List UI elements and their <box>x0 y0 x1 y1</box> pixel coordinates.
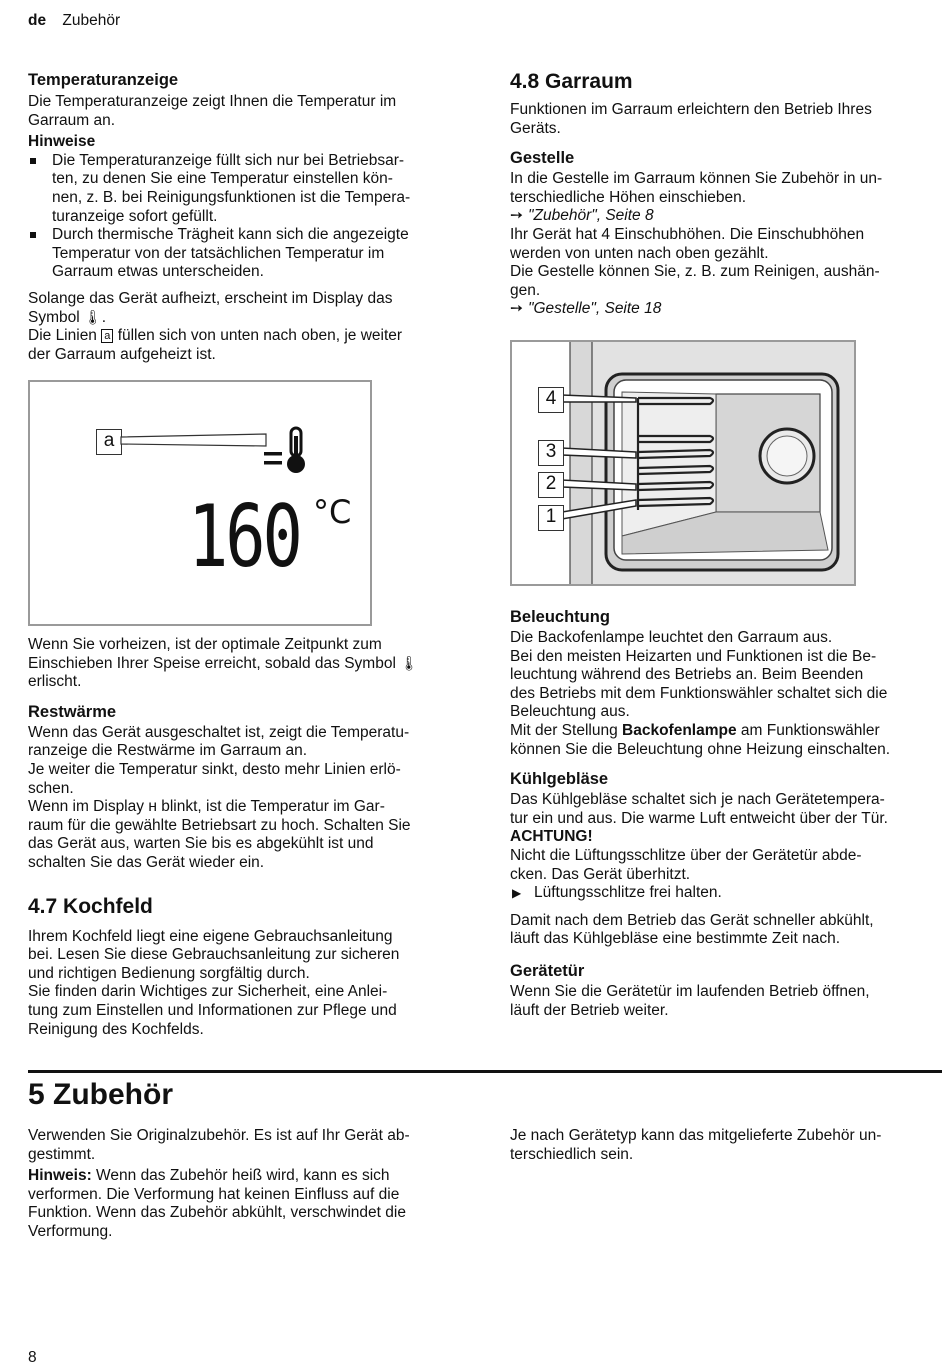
kochfeld-title: 4.7 Kochfeld <box>28 894 153 918</box>
right-column-lower <box>510 607 942 1020</box>
thermometer-icon: 🌡 <box>400 655 418 672</box>
chapter-5-title: 5 Zubehör <box>28 1078 174 1111</box>
display-temperature-value: 160 <box>188 487 300 587</box>
temp-title: Temperaturanzeige <box>28 71 179 89</box>
chapter-5-hint: Hinweis: Wenn das Zubehör heiß wird, kann es sich verformen. Die Verformung hat keinen Einfluss auf die Funktion. Wenn das Zubehör abkühlt, verschwindet die Verformung. <box>28 1167 406 1240</box>
label-a-box: a <box>101 329 113 343</box>
header-lang: de <box>28 12 47 29</box>
thermometer-icon: 🌡 <box>84 309 102 326</box>
chapter-5-left <box>28 1127 460 1242</box>
temperature-display-figure <box>28 380 372 626</box>
arrow-right-icon: ➙ <box>510 207 523 225</box>
beleuchtung-title: Beleuchtung <box>510 608 610 626</box>
garraum-intro: Funktionen im Garraum erleichtern den Betrieb Ihres Geräts. <box>510 101 872 137</box>
restwaerme-text: Wenn das Gerät ausgeschaltet ist, zeigt die Temperatu- ranzeige die Restwärme im Garraum an. Je weiter die Temperatur sinkt, desto mehr Linien erlö- schen. Wenn im Display ʜ blinkt, ist die Temperatur im Gar- raum für die gewählte Betriebsart zu hoch. Schalten Sie das Gerät aus, warten Sie bis es abgekühlt ist und schalten Sie das Gerät wieder ein. <box>28 723 411 871</box>
ref-gestelle[interactable]: ➙ "Gestelle", Seite 18 <box>510 300 662 318</box>
beleuchtung-text: Die Backofenlampe leuchtet den Garraum aus. Bei den meisten Heizarten und Funktionen ist die Be- leuchtung während des Betriebs an. Beim Beenden des Betriebs mit dem Funktionswähler schaltet sich die Beleuchtung aus. Mit der Stellung Backofenlampe am Funktionswähler können Sie die Beleuchtung ohne Heizung einschalten. <box>510 629 891 758</box>
kuehlgeblaese-text: Das Kühlgebläse schaltet sich je nach Gerätetempera- tur ein und aus. Die warme Luft entweicht über der Tür. <box>510 791 888 827</box>
attention-text: Nicht die Lüftungsschlitze über der Gerätetür abde- cken. Das Gerät überhitzt. <box>510 846 862 883</box>
header-section: Zubehör <box>62 12 121 29</box>
gestelle-text: In die Gestelle im Garraum können Sie Zubehör in un- terschiedliche Höhen einschieben. <box>510 170 883 206</box>
rack-label-4: 4 <box>538 387 564 413</box>
chapter-5-right-text: Je nach Gerätetyp kann das mitgelieferte Zubehör un- terschiedlich sein. <box>510 1127 882 1163</box>
kuehlgeblaese-title: Kühlgebläse <box>510 770 609 789</box>
chapter-5-right <box>510 1127 942 1164</box>
rack-label-2: 2 <box>538 472 564 498</box>
left-column <box>28 70 460 364</box>
gestelle-text-2: Ihr Gerät hat 4 Einschubhöhen. Die Einschubhöhen werden von unten nach oben gezählt. Die Gestelle können Sie, z. B. zum Reinigen, aushän- gen. <box>510 225 880 299</box>
arrow-right-icon: ➙ <box>510 300 523 318</box>
bullet-square-icon <box>30 158 36 164</box>
fan-after-text: Damit nach dem Betrieb das Gerät schneller abkühlt, läuft das Kühlgebläse eine bestimmte Zeit nach. <box>510 911 874 948</box>
thermometer-icon <box>287 428 305 473</box>
kochfeld-text: Ihrem Kochfeld liegt eine eigene Gebrauchsanleitung bei. Lesen Sie diese Gebrauchsanleitung zur sicheren und richtigen Bedienung sorgfältig durch. Sie finden darin Wichtiges zur Sicherheit, eine Anlei- tung zum Einstellen und Informationen zur Pflege und Reinigung des Kochfelds. <box>28 927 400 1038</box>
page-header <box>28 12 120 31</box>
garraum-title: 4.8 Garraum <box>510 70 633 93</box>
preheat-text: Wenn Sie vorheizen, ist der optimale Zeitpunkt zum Einschieben Ihrer Speise erreicht, sobald das Symbol 🌡 erlischt. <box>28 636 418 691</box>
heat-symbol: ʜ <box>148 798 157 816</box>
heating-text: Solange das Gerät aufheizt, erscheint im Display das Symbol 🌡. Die Linien a füllen sich von unten nach oben, je weiter der Garraum aufgeheizt ist. <box>28 289 403 363</box>
triangle-right-icon: ▶ <box>512 886 522 901</box>
right-column <box>510 70 942 319</box>
geraetetuer-text: Wenn Sie die Gerätetür im laufenden Betrieb öffnen, läuft der Betrieb weiter. <box>510 982 870 1019</box>
rack-label-1: 1 <box>538 505 564 531</box>
bullet-square-icon <box>30 232 36 238</box>
callout-label-a: a <box>96 429 122 455</box>
rack-label-3: 3 <box>538 440 564 466</box>
gestelle-title: Gestelle <box>510 149 575 168</box>
chapter-5-intro: Verwenden Sie Originalzubehör. Es ist auf Ihr Gerät ab- gestimmt. <box>28 1127 410 1163</box>
display-unit: °C <box>313 493 352 531</box>
oven-racks-figure <box>510 340 856 586</box>
action-step: ▶ Lüftungsschlitze frei halten. <box>512 884 722 902</box>
hint-item-1: Die Temperaturanzeige füllt sich nur bei Betriebsar- ten, zu denen Sie eine Temperatur einstellen kön- nen, z. B. bei Reinigungsfunktionen ist die Tempera- turanzeige sofort gefüllt. <box>28 152 460 226</box>
left-column-lower <box>28 636 460 1039</box>
hints-title: Hinweise <box>28 133 96 151</box>
chapter-divider <box>28 1070 942 1073</box>
page-number: 8 <box>28 1349 37 1366</box>
attention-label: ACHTUNG! <box>510 828 593 846</box>
geraetetuer-title: Gerätetür <box>510 961 585 980</box>
ref-zubehoer[interactable]: ➙ "Zubehör", Seite 8 <box>510 207 654 225</box>
restwaerme-title: Restwärme <box>28 702 117 721</box>
temp-intro: Die Temperaturanzeige zeigt Ihnen die Temperatur im Garraum an. <box>28 93 397 129</box>
hint-item-2: Durch thermische Trägheit kann sich die angezeigte Temperatur von der tatsächlichen Temperatur im Garraum etwas unterscheiden. <box>28 226 460 282</box>
